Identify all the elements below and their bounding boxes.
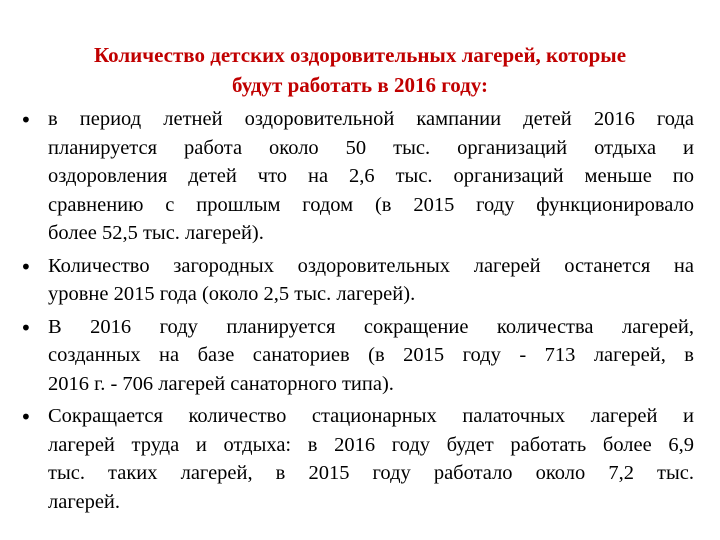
- bullet-text-line: тыс. таких лагерей, в 2015 году работало около 7,2 тыс.: [48, 462, 694, 484]
- bullet-text-line: в период летней оздоровительной кампании детей 2016 года: [48, 108, 694, 130]
- bullet-item-2: [20, 252, 694, 309]
- bullet-text-line: оздоровления детей что на 2,6 тыс. организаций меньше по: [48, 165, 694, 187]
- bullet-item-4: [20, 402, 694, 516]
- bullet-text-line: лагерей труда и отдыха: в 2016 году будет работать более 6,9: [48, 433, 694, 456]
- bullet-item-3: [20, 313, 694, 399]
- bullet-text-line: планируется работа около 50 тыс. организаций отдыха и: [48, 136, 694, 159]
- bullet-text-line: 2016 г. - 706 лагерей санаторного типа).: [48, 372, 394, 395]
- bullet-dot-icon: •: [20, 108, 32, 132]
- slide-title: [40, 40, 680, 100]
- bullet-text-line: лагерей.: [48, 490, 121, 513]
- bullet-text-line: более 52,5 тыс. лагерей).: [48, 222, 264, 244]
- bullet-text-line: уровне 2015 года (около 2,5 тыс. лагерей).: [48, 283, 416, 305]
- bullet-text-line: В 2016 году планируется сокращение количества лагерей,: [48, 315, 694, 338]
- title-line-1: Количество детских оздоровительных лагерей, которые: [93, 43, 627, 67]
- bullet-text-line: сравнению с прошлым годом (в 2015 году функционировало: [48, 193, 694, 216]
- bullet-text-line: Сокращается количество стационарных палаточных лагерей и: [48, 405, 694, 427]
- bullet-dot-icon: •: [20, 254, 32, 279]
- bullet-text-line: Количество загородных оздоровительных лагерей останется на: [48, 254, 694, 277]
- bullet-dot-icon: •: [20, 405, 32, 429]
- title-line-2: будут работать в 2016 году:: [232, 73, 488, 97]
- bullet-text-line: созданных на базе санаториев (в 2015 году - 713 лагерей, в: [48, 344, 694, 366]
- bullet-list: [20, 105, 694, 520]
- bullet-item-1: [20, 105, 694, 248]
- bullet-dot-icon: •: [20, 315, 32, 340]
